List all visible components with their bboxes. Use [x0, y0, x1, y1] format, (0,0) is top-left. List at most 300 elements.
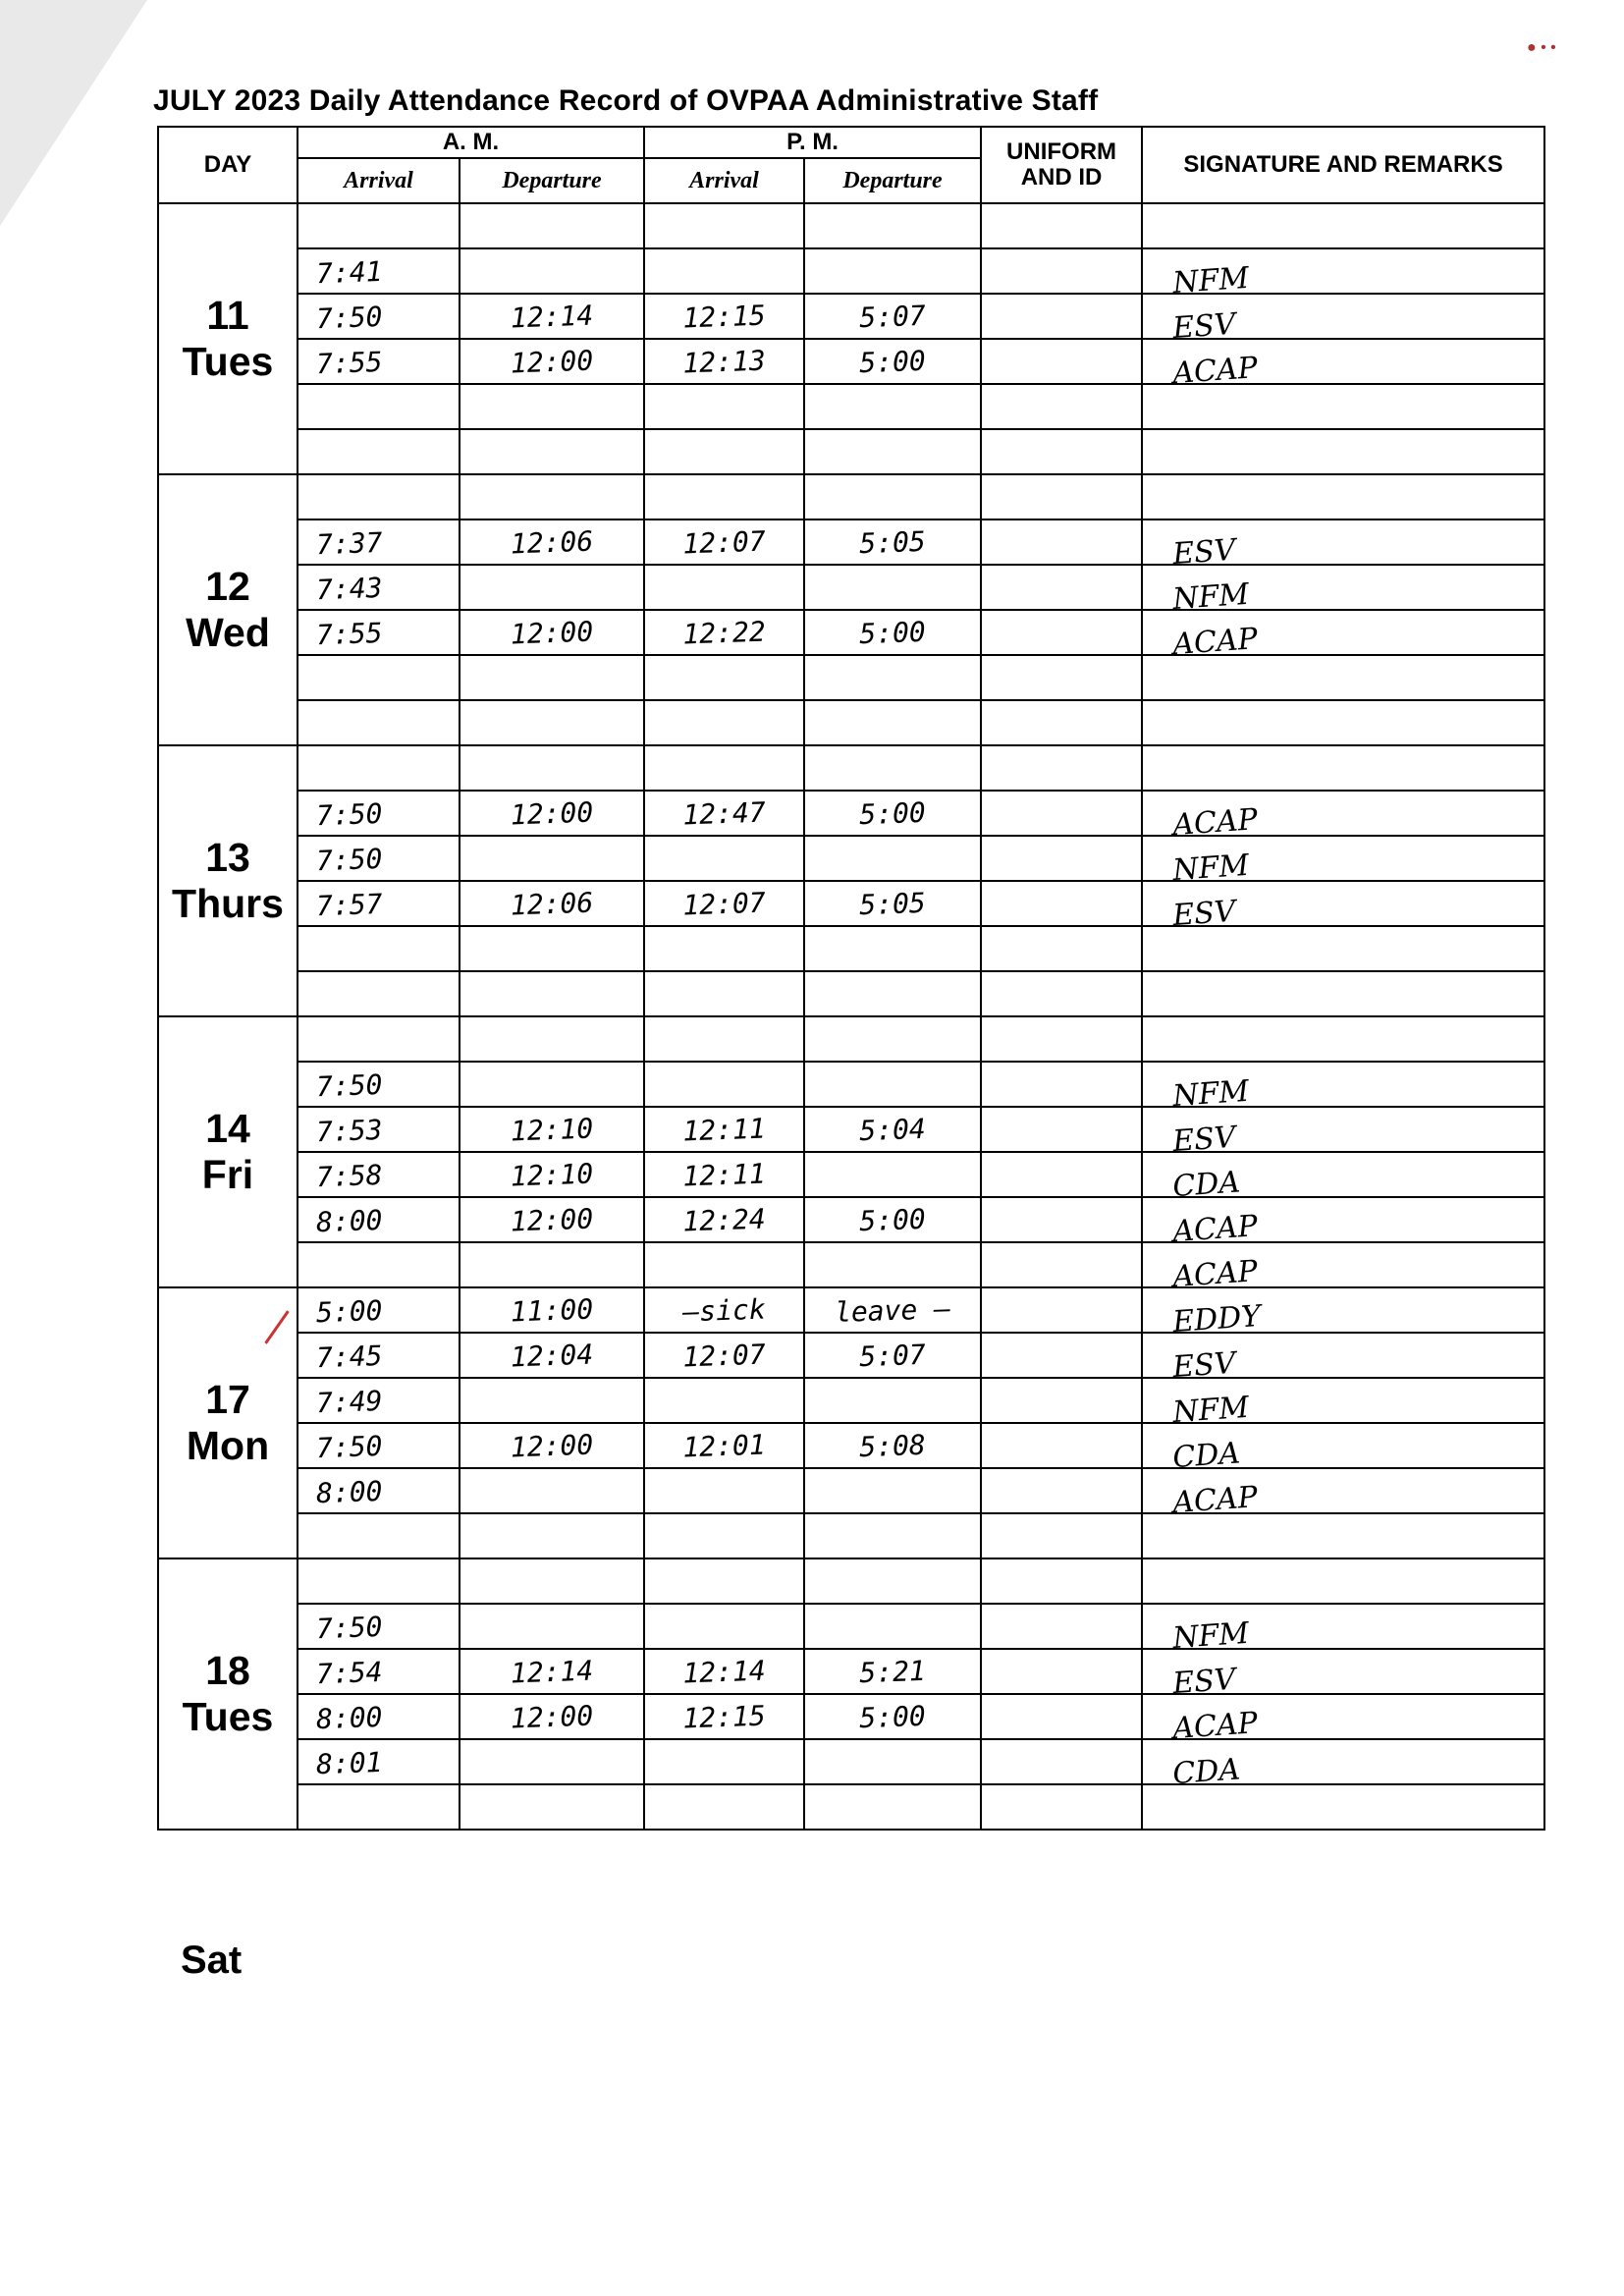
pm-departure-cell	[804, 1423, 981, 1468]
uniform-cell	[981, 474, 1142, 519]
uniform-cell	[981, 203, 1142, 248]
handwritten-time	[460, 1759, 643, 1765]
handwritten-time: 7:49	[315, 1384, 384, 1419]
signature-cell	[1142, 1468, 1544, 1520]
table-row	[158, 655, 1544, 700]
handwritten-time	[460, 1488, 643, 1494]
handwritten-signature	[1144, 709, 1543, 737]
handwritten-signature: ESV	[1171, 894, 1237, 933]
handwritten-time	[645, 449, 803, 455]
am-arrival-cell	[298, 1649, 460, 1694]
handwritten-time	[805, 946, 980, 952]
handwritten-time	[460, 1578, 643, 1584]
signature-cell	[1142, 565, 1544, 617]
handwritten-signature	[1144, 1522, 1543, 1550]
pm-arrival-cell	[644, 1333, 804, 1378]
handwritten-time	[805, 1397, 980, 1403]
handwritten-signature	[1144, 935, 1543, 962]
pm-arrival-cell	[644, 700, 804, 745]
handwritten-time: 5:00	[315, 1293, 384, 1329]
table-row	[158, 836, 1544, 881]
signature-cell	[1142, 1423, 1544, 1475]
handwritten-signature: ESV	[1171, 1662, 1237, 1701]
am-arrival-cell	[298, 1378, 460, 1423]
am-arrival-cell	[298, 294, 460, 339]
am-departure-cell	[460, 1016, 644, 1062]
signature-cell	[1142, 1062, 1544, 1114]
day-number: 14	[205, 1106, 250, 1151]
am-arrival-cell	[298, 1242, 460, 1287]
pm-departure-cell	[804, 1604, 981, 1649]
handwritten-time: 12:14	[681, 1654, 767, 1689]
am-departure-cell	[460, 203, 644, 248]
pm-arrival-cell	[644, 971, 804, 1016]
pm-departure-cell	[804, 971, 981, 1016]
am-departure-cell	[460, 1242, 644, 1287]
handwritten-signature: NFM	[1171, 1615, 1251, 1656]
handwritten-time: 7:57	[315, 887, 384, 922]
table-row	[158, 1468, 1544, 1513]
pm-arrival-cell	[644, 1513, 804, 1558]
am-arrival-cell	[298, 700, 460, 745]
am-arrival-cell	[298, 881, 460, 926]
handwritten-signature	[1144, 980, 1543, 1008]
am-arrival-cell	[298, 248, 460, 294]
signature-cell	[1142, 1558, 1544, 1604]
uniform-cell	[981, 610, 1142, 655]
am-departure-cell	[460, 1604, 644, 1649]
table-row	[158, 1694, 1544, 1739]
signature-cell	[1142, 429, 1544, 474]
pm-departure-cell	[804, 1152, 981, 1197]
uniform-cell	[981, 1649, 1142, 1694]
handwritten-time: 12:06	[510, 524, 594, 560]
table-row	[158, 1287, 1544, 1333]
handwritten-time	[805, 720, 980, 726]
table-row	[158, 791, 1544, 836]
handwritten-time	[645, 1262, 803, 1268]
signature-cell	[1142, 294, 1544, 346]
handwritten-time: 12:07	[681, 1338, 767, 1373]
am-departure-cell	[460, 1423, 644, 1468]
pm-departure-cell	[804, 926, 981, 971]
signature-cell	[1142, 791, 1544, 843]
handwritten-time: 5:05	[858, 886, 927, 921]
table-row	[158, 1016, 1544, 1062]
handwritten-time: 12:11	[681, 1112, 767, 1147]
uniform-cell	[981, 836, 1142, 881]
am-departure-cell	[460, 1378, 644, 1423]
uniform-cell	[981, 1016, 1142, 1062]
am-arrival-cell	[298, 429, 460, 474]
pm-departure-cell	[804, 203, 981, 248]
table-row	[158, 248, 1544, 294]
signature-cell	[1142, 384, 1544, 429]
pm-arrival-cell	[644, 1287, 804, 1333]
am-arrival-cell	[298, 971, 460, 1016]
table-row	[158, 565, 1544, 610]
handwritten-time	[805, 765, 980, 771]
table-row	[158, 1197, 1544, 1242]
table-row	[158, 1784, 1544, 1830]
table-row	[158, 1739, 1544, 1784]
pm-arrival-cell	[644, 745, 804, 791]
handwritten-signature	[1144, 1025, 1543, 1053]
handwritten-time: 7:55	[315, 616, 384, 651]
pm-departure-cell	[804, 1062, 981, 1107]
handwritten-time	[460, 765, 643, 771]
handwritten-time: 12:24	[681, 1202, 767, 1237]
handwritten-time	[298, 991, 459, 997]
handwritten-signature: EDDY	[1171, 1298, 1263, 1339]
am-departure-cell	[460, 1062, 644, 1107]
handwritten-time: 12:22	[681, 615, 767, 650]
signature-cell	[1142, 339, 1544, 391]
table-row	[158, 1242, 1544, 1287]
handwritten-time: 12:10	[510, 1112, 594, 1147]
table-row	[158, 384, 1544, 429]
uniform-cell	[981, 1739, 1142, 1784]
uniform-cell	[981, 519, 1142, 565]
table-row	[158, 519, 1544, 565]
handwritten-time: leave —	[834, 1291, 951, 1329]
handwritten-time: 7:50	[315, 1429, 384, 1464]
handwritten-time: 12:10	[510, 1157, 594, 1192]
handwritten-time: 5:05	[858, 524, 927, 560]
am-departure-cell	[460, 1739, 644, 1784]
am-departure-cell	[460, 1152, 644, 1197]
header-pm-departure: Departure	[804, 158, 981, 203]
signature-cell	[1142, 1378, 1544, 1430]
handwritten-time	[645, 1081, 803, 1087]
handwritten-time: 5:08	[858, 1428, 927, 1463]
am-departure-cell	[460, 881, 644, 926]
handwritten-time	[298, 449, 459, 455]
am-arrival-cell	[298, 1197, 460, 1242]
handwritten-signature	[1144, 1793, 1543, 1821]
uniform-cell	[981, 384, 1142, 429]
am-departure-cell	[460, 565, 644, 610]
pm-arrival-cell	[644, 1604, 804, 1649]
handwritten-signature	[1144, 438, 1543, 465]
handwritten-time	[460, 675, 643, 681]
attendance-body	[158, 203, 1544, 1830]
handwritten-time	[805, 449, 980, 455]
am-departure-cell	[460, 248, 644, 294]
handwritten-time	[645, 1804, 803, 1810]
day-cell	[158, 1558, 298, 1830]
handwritten-signature: ESV	[1171, 1345, 1237, 1385]
handwritten-signature: CDA	[1171, 1435, 1242, 1475]
handwritten-signature: NFM	[1171, 1073, 1251, 1114]
handwritten-time	[298, 1262, 459, 1268]
handwritten-signature: ACAP	[1171, 350, 1259, 391]
uniform-cell	[981, 1378, 1142, 1423]
table-row	[158, 700, 1544, 745]
am-departure-cell	[460, 610, 644, 655]
pm-arrival-cell	[644, 610, 804, 655]
handwritten-time: 7:45	[315, 1339, 384, 1374]
pm-departure-cell	[804, 1333, 981, 1378]
am-arrival-cell	[298, 836, 460, 881]
table-row	[158, 474, 1544, 519]
day-label-sat: Sat	[181, 1939, 243, 1982]
am-departure-cell	[460, 1287, 644, 1333]
signature-cell	[1142, 881, 1544, 933]
day-number: 18	[205, 1648, 250, 1693]
handwritten-time	[298, 494, 459, 500]
signature-cell	[1142, 1242, 1544, 1294]
handwritten-signature: CDA	[1171, 1751, 1242, 1791]
handwritten-time	[460, 946, 643, 952]
handwritten-signature	[1144, 1567, 1543, 1595]
handwritten-signature	[1144, 212, 1543, 240]
handwritten-time: 12:00	[510, 1428, 594, 1463]
attendance-table	[157, 126, 1545, 1831]
pm-arrival-cell	[644, 1784, 804, 1830]
handwritten-time	[645, 1036, 803, 1042]
handwritten-time	[645, 494, 803, 500]
pm-arrival-cell	[644, 1016, 804, 1062]
signature-cell	[1142, 610, 1544, 662]
handwritten-time	[805, 1623, 980, 1629]
pm-arrival-cell	[644, 474, 804, 519]
handwritten-time	[298, 1036, 459, 1042]
header-pm-arrival: Arrival	[644, 158, 804, 203]
pm-arrival-cell	[644, 791, 804, 836]
table-row	[158, 1107, 1544, 1152]
pm-departure-cell	[804, 1468, 981, 1513]
table-row	[158, 1152, 1544, 1197]
pm-departure-cell	[804, 1558, 981, 1604]
pm-arrival-cell	[644, 1107, 804, 1152]
am-arrival-cell	[298, 384, 460, 429]
handwritten-time	[805, 1081, 980, 1087]
handwritten-signature: ESV	[1171, 532, 1237, 572]
handwritten-time: 12:00	[510, 1699, 594, 1734]
handwritten-time	[460, 268, 643, 274]
handwritten-time	[805, 223, 980, 229]
am-departure-cell	[460, 294, 644, 339]
table-row	[158, 1558, 1544, 1604]
am-arrival-cell	[298, 1739, 460, 1784]
handwritten-time: 7:53	[315, 1113, 384, 1148]
signature-cell	[1142, 1287, 1544, 1339]
uniform-cell	[981, 1062, 1142, 1107]
handwritten-time	[645, 765, 803, 771]
pm-arrival-cell	[644, 519, 804, 565]
handwritten-time	[298, 1578, 459, 1584]
handwritten-signature: ACAP	[1171, 801, 1259, 843]
am-arrival-cell	[298, 1152, 460, 1197]
uniform-cell	[981, 1694, 1142, 1739]
am-arrival-cell	[298, 339, 460, 384]
handwritten-time	[298, 404, 459, 410]
handwritten-time: 7:50	[315, 1067, 384, 1103]
am-arrival-cell	[298, 791, 460, 836]
am-arrival-cell	[298, 1604, 460, 1649]
handwritten-time: 12:47	[681, 795, 767, 831]
table-row	[158, 881, 1544, 926]
am-departure-cell	[460, 339, 644, 384]
day-cell	[158, 745, 298, 1016]
pm-departure-cell	[804, 294, 981, 339]
handwritten-time	[805, 1036, 980, 1042]
handwritten-signature: ACAP	[1171, 1479, 1259, 1520]
am-departure-cell	[460, 1784, 644, 1830]
handwritten-time	[460, 1262, 643, 1268]
handwritten-time: 12:07	[681, 886, 767, 921]
handwritten-time: 8:00	[315, 1700, 384, 1735]
handwritten-signature: NFM	[1171, 576, 1251, 617]
pm-arrival-cell	[644, 1062, 804, 1107]
uniform-cell	[981, 1287, 1142, 1333]
pm-departure-cell	[804, 1242, 981, 1287]
pm-departure-cell	[804, 384, 981, 429]
uniform-cell	[981, 294, 1142, 339]
am-arrival-cell	[298, 745, 460, 791]
pm-departure-cell	[804, 1784, 981, 1830]
handwritten-time	[460, 494, 643, 500]
handwritten-time	[298, 1533, 459, 1539]
handwritten-time	[805, 1804, 980, 1810]
handwritten-time: 12:15	[681, 299, 767, 334]
uniform-cell	[981, 700, 1142, 745]
am-arrival-cell	[298, 474, 460, 519]
signature-cell	[1142, 700, 1544, 745]
uniform-cell	[981, 655, 1142, 700]
pm-arrival-cell	[644, 384, 804, 429]
handwritten-signature: CDA	[1171, 1164, 1242, 1204]
uniform-cell	[981, 565, 1142, 610]
table-row	[158, 339, 1544, 384]
table-row	[158, 1513, 1544, 1558]
uniform-cell	[981, 926, 1142, 971]
uniform-cell	[981, 791, 1142, 836]
pm-arrival-cell	[644, 429, 804, 474]
pm-departure-cell	[804, 565, 981, 610]
handwritten-time: 7:50	[315, 1610, 384, 1645]
handwritten-time	[805, 675, 980, 681]
pm-arrival-cell	[644, 248, 804, 294]
day-name: Mon	[186, 1423, 270, 1468]
day-name: Tues	[182, 339, 274, 384]
header-am-departure: Departure	[460, 158, 644, 203]
signature-cell	[1142, 836, 1544, 888]
am-arrival-cell	[298, 1423, 460, 1468]
signature-cell	[1142, 1604, 1544, 1656]
handwritten-time: 8:00	[315, 1203, 384, 1238]
am-departure-cell	[460, 971, 644, 1016]
handwritten-time	[460, 449, 643, 455]
am-arrival-cell	[298, 1062, 460, 1107]
day-cell	[158, 203, 298, 474]
am-arrival-cell	[298, 655, 460, 700]
handwritten-time	[645, 584, 803, 590]
am-arrival-cell	[298, 1694, 460, 1739]
signature-cell	[1142, 1694, 1544, 1746]
am-departure-cell	[460, 791, 644, 836]
day-number: 12	[205, 564, 250, 609]
am-departure-cell	[460, 429, 644, 474]
handwritten-signature	[1144, 754, 1543, 782]
day-cell	[158, 1016, 298, 1287]
handwritten-time: 5:00	[858, 615, 927, 650]
signature-cell	[1142, 1016, 1544, 1062]
signature-cell	[1142, 1152, 1544, 1204]
pm-departure-cell	[804, 519, 981, 565]
handwritten-time: 11:00	[510, 1292, 594, 1328]
handwritten-time	[645, 946, 803, 952]
handwritten-time	[460, 1623, 643, 1629]
uniform-cell	[981, 1784, 1142, 1830]
am-departure-cell	[460, 1107, 644, 1152]
handwritten-time: —sick	[681, 1292, 767, 1328]
am-arrival-cell	[298, 1016, 460, 1062]
pm-arrival-cell	[644, 836, 804, 881]
handwritten-time: 5:07	[858, 299, 927, 334]
signature-cell	[1142, 1107, 1544, 1159]
am-departure-cell	[460, 700, 644, 745]
handwritten-time	[460, 1533, 643, 1539]
uniform-cell	[981, 1242, 1142, 1287]
handwritten-time	[460, 584, 643, 590]
handwritten-time: 12:14	[510, 299, 594, 334]
pm-departure-cell	[804, 655, 981, 700]
am-arrival-cell	[298, 1333, 460, 1378]
handwritten-time: 12:04	[510, 1338, 594, 1373]
am-arrival-cell	[298, 565, 460, 610]
table-row	[158, 429, 1544, 474]
handwritten-time: 5:00	[858, 1699, 927, 1734]
pm-departure-cell	[804, 429, 981, 474]
table-row	[158, 926, 1544, 971]
handwritten-signature: ACAP	[1171, 1208, 1259, 1249]
handwritten-signature: ESV	[1171, 306, 1237, 346]
handwritten-time: 12:15	[681, 1699, 767, 1734]
pm-departure-cell	[804, 836, 981, 881]
handwritten-time	[645, 1623, 803, 1629]
handwritten-time: 7:50	[315, 796, 384, 832]
folded-corner	[0, 0, 147, 226]
pm-arrival-cell	[644, 1558, 804, 1604]
pm-departure-cell	[804, 700, 981, 745]
handwritten-time: 12:07	[681, 524, 767, 560]
pm-arrival-cell	[644, 1152, 804, 1197]
table-row	[158, 294, 1544, 339]
am-departure-cell	[460, 655, 644, 700]
handwritten-time	[805, 1759, 980, 1765]
pm-departure-cell	[804, 1197, 981, 1242]
table-row	[158, 745, 1544, 791]
pm-arrival-cell	[644, 1197, 804, 1242]
document-title: JULY 2023 Daily Attendance Record of OVPAA Administrative Staff	[153, 84, 1099, 117]
pm-arrival-cell	[644, 1649, 804, 1694]
uniform-cell	[981, 971, 1142, 1016]
am-arrival-cell	[298, 1287, 460, 1333]
uniform-cell	[981, 745, 1142, 791]
am-departure-cell	[460, 745, 644, 791]
pm-departure-cell	[804, 248, 981, 294]
handwritten-signature: NFM	[1171, 260, 1251, 301]
signature-cell	[1142, 655, 1544, 700]
ink-stain: ● • •	[1527, 39, 1556, 56]
handwritten-time	[460, 1081, 643, 1087]
header-uniform: UNIFORM AND ID	[981, 127, 1142, 203]
header-signature: SIGNATURE AND REMARKS	[1142, 127, 1544, 203]
handwritten-time: 5:00	[858, 1202, 927, 1237]
handwritten-time	[645, 1533, 803, 1539]
